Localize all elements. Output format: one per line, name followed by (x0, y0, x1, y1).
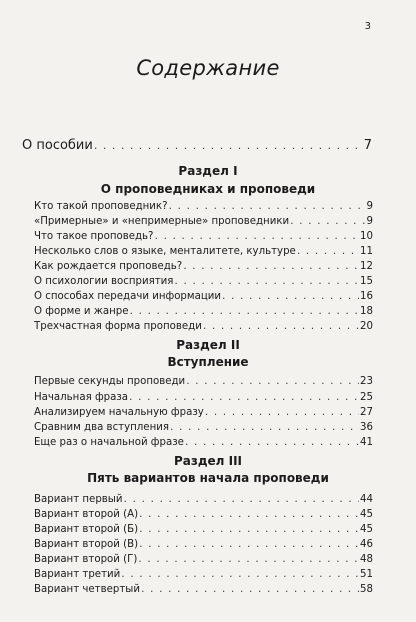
toc-entry-page: 15 (360, 276, 373, 287)
dot-leader (141, 582, 359, 595)
toc-entry-page: 44 (360, 494, 373, 505)
dot-leader (183, 259, 359, 272)
toc-entry-title: Вариант второй (В) (34, 539, 139, 550)
toc-entry-page: 58 (360, 584, 373, 595)
dot-leader (203, 319, 359, 332)
toc-entry-title: О пособии (22, 138, 93, 153)
toc-entry-page: 46 (360, 539, 373, 550)
toc-entry (34, 507, 373, 520)
toc-entry (34, 229, 373, 242)
toc-entry (34, 582, 373, 595)
toc-entry (34, 405, 373, 418)
toc-entry-page: 9 (366, 216, 373, 227)
toc-entry-page: 25 (360, 392, 373, 403)
dot-leader (123, 492, 359, 505)
toc-entry-title: Вариант первый (34, 494, 123, 505)
toc-entry-title: О способах передачи информации (34, 291, 222, 302)
dot-leader (129, 390, 359, 403)
toc-entry (34, 319, 373, 332)
dot-leader (297, 244, 359, 257)
section-title: Вступление (167, 355, 249, 369)
toc-entry-title: Вариант четвертый (34, 584, 140, 595)
toc-entry (34, 552, 373, 565)
toc-entry (34, 390, 373, 403)
dot-leader (139, 537, 359, 550)
dot-leader (290, 214, 365, 227)
toc-entry-title: Вариант второй (Г) (34, 554, 138, 565)
toc-entry-title: Сравним два вступления (34, 422, 169, 433)
toc-entry-page: 10 (360, 231, 373, 242)
dot-leader (168, 199, 365, 212)
dot-leader (154, 229, 359, 242)
toc-entry-title: Как рождается проповедь? (34, 261, 183, 272)
toc-entry-page: 12 (360, 261, 373, 272)
section-label: Раздел II (176, 338, 240, 352)
section-title: О проповедниках и проповеди (100, 182, 316, 196)
section-label: Раздел I (178, 164, 238, 178)
toc-entry-title: Вариант второй (А) (34, 509, 139, 520)
toc-entry (34, 259, 373, 272)
toc-entry-about (22, 138, 372, 153)
toc-entry (34, 304, 373, 317)
toc-entry-page: 41 (360, 437, 373, 448)
section-title: Пять вариантов начала проповеди (87, 471, 329, 485)
toc-entry (34, 492, 373, 505)
toc-entry-page: 27 (360, 407, 373, 418)
toc-entry (34, 214, 373, 227)
toc-entry-page: 45 (360, 509, 373, 520)
dot-leader (121, 567, 359, 580)
dot-leader (139, 507, 359, 520)
dot-leader (174, 274, 359, 287)
toc-entry-title: Несколько слов о языке, менталитете, культуре (34, 246, 296, 257)
dot-leader (139, 522, 359, 535)
toc-entry (34, 274, 373, 287)
toc-entry-title: Кто такой проповедник? (34, 201, 168, 212)
toc-heading: Содержание (136, 56, 280, 80)
toc-entry (34, 289, 373, 302)
section-label: Раздел III (173, 454, 243, 468)
toc-entry-title: Вариант второй (Б) (34, 524, 139, 535)
dot-leader (138, 552, 359, 565)
toc-entry-page: 20 (360, 321, 373, 332)
toc-entry (34, 244, 373, 257)
toc-entry-title: Что такое проповедь? (34, 231, 154, 242)
toc-entry (34, 374, 373, 387)
toc-entry (34, 420, 373, 433)
toc-entry-title: Начальная фраза (34, 392, 129, 403)
dot-leader (185, 435, 359, 448)
toc-entry-page: 7 (363, 138, 372, 153)
toc-entry (34, 537, 373, 550)
dot-leader (130, 304, 359, 317)
toc-entry-page: 16 (360, 291, 373, 302)
toc-entry-page: 9 (366, 201, 373, 212)
toc-entry-page: 51 (360, 569, 373, 580)
dot-leader (205, 405, 359, 418)
toc-entry (34, 567, 373, 580)
toc-entry-title: Анализируем начальную фразу (34, 407, 204, 418)
toc-entry-page: 48 (360, 554, 373, 565)
toc-entry-page: 23 (360, 376, 373, 387)
toc-entry-title: «Примерные» и «непримерные» проповедники (34, 216, 290, 227)
dot-leader (170, 420, 359, 433)
toc-entry (34, 435, 373, 448)
toc-entry-title: Вариант третий (34, 569, 121, 580)
toc-entry-title: Еще раз о начальной фразе (34, 437, 184, 448)
toc-entry-page: 18 (360, 306, 373, 317)
toc-entry-title: Первые секунды проповеди (34, 376, 186, 387)
toc-entry (34, 199, 373, 212)
toc-entry-page: 11 (360, 246, 373, 257)
toc-entry-title: Трехчастная форма проповеди (34, 321, 202, 332)
toc-entry-page: 45 (360, 524, 373, 535)
toc-entry (34, 522, 373, 535)
dot-leader (94, 139, 363, 152)
page-number: 3 (364, 21, 371, 32)
dot-leader (222, 289, 359, 302)
dot-leader (186, 374, 359, 387)
toc-entry-page: 36 (360, 422, 373, 433)
toc-entry-title: О форме и жанре (34, 306, 129, 317)
toc-entry-title: О психологии восприятия (34, 276, 174, 287)
